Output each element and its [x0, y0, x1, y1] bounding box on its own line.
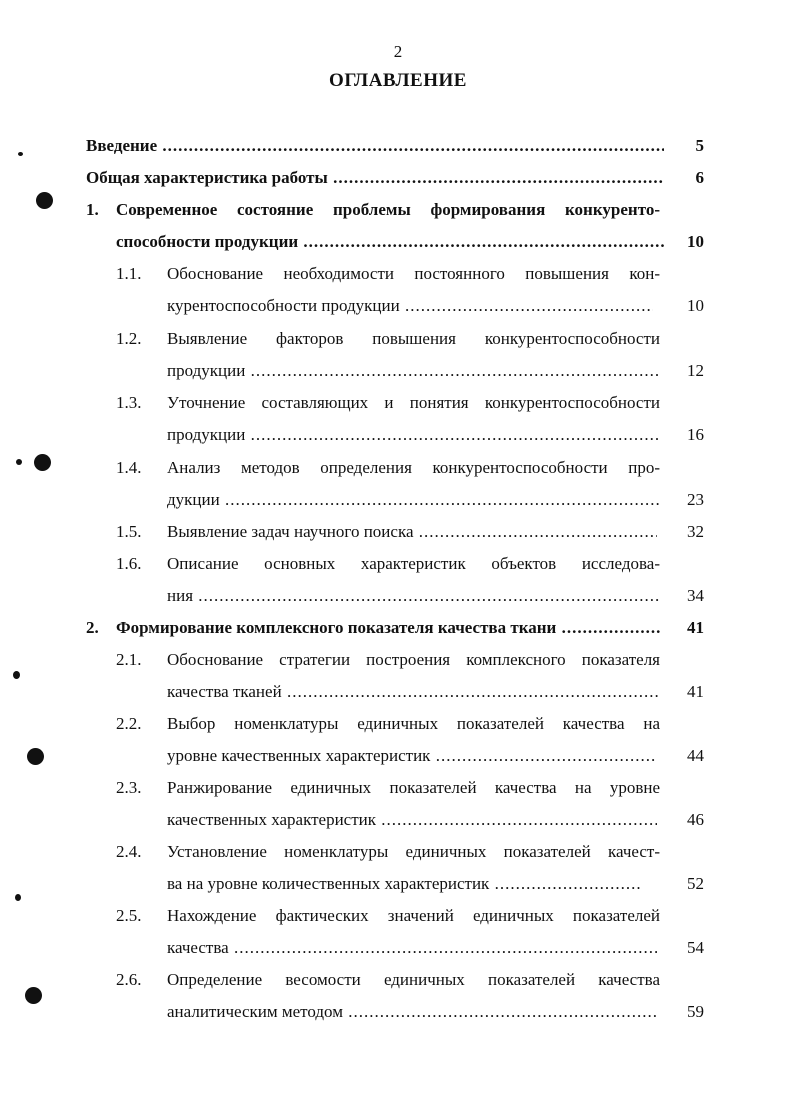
toc-section-1-4-cont[interactable] — [0, 490, 796, 518]
toc-entry-label: Нахождение фактических значений единичных показателей — [167, 906, 660, 925]
toc-entry-label-cont: качественных характеристик ..... — [167, 810, 657, 830]
toc-section-2-6[interactable] — [0, 970, 796, 998]
toc-entry-label: Уточнение составляющих и понятия конкурентоспособности — [167, 393, 660, 412]
scan-mark — [16, 459, 22, 465]
punch-hole-mark — [27, 748, 44, 765]
toc-title: ОГЛАВЛЕНИЕ — [329, 70, 467, 91]
toc-entry-label-cont: ва на уровне количественных характеристик ..... — [167, 874, 641, 894]
toc-entry-number: 2.4. — [116, 842, 142, 861]
scan-mark — [13, 671, 20, 679]
toc-entry-general[interactable] — [0, 168, 796, 196]
toc-entry-page: 5 — [695, 136, 704, 155]
toc-section-2-1[interactable] — [0, 650, 796, 678]
toc-entry-number: 1.1. — [116, 264, 142, 283]
toc-section-1-6-cont[interactable] — [0, 586, 796, 614]
page-number: 2 — [393, 42, 403, 61]
toc-section-2-1-cont[interactable] — [0, 682, 796, 710]
toc-entry-label: Выявление факторов повышения конкурентоспособности — [167, 329, 660, 348]
toc-entry-label: Описание основных характеристик объектов исследова- — [167, 554, 660, 573]
toc-section-1-2-cont[interactable] — [0, 361, 796, 389]
scan-mark — [18, 152, 23, 156]
toc-entry-label-cont: продукции ..... — [167, 361, 659, 381]
toc-entry-label: Формирование комплексного показателя качества ткани ..... — [116, 618, 662, 638]
toc-entry-label: Установление номенклатуры единичных показателей качест- — [167, 842, 660, 861]
toc-section-1-5[interactable] — [0, 522, 796, 550]
toc-entry-page: 44 — [687, 746, 704, 765]
toc-entry-page: 23 — [687, 490, 704, 509]
toc-entry-number: 2.2. — [116, 714, 142, 733]
toc-entry-number: 2.6. — [116, 970, 142, 989]
toc-section-2-5-cont[interactable] — [0, 938, 796, 966]
toc-section-2-2[interactable] — [0, 714, 796, 742]
toc-chapter-1-cont[interactable] — [0, 232, 796, 260]
toc-section-2-2-cont[interactable] — [0, 746, 796, 774]
toc-entry-number: 2. — [86, 618, 99, 637]
toc-chapter-1[interactable] — [0, 200, 796, 228]
toc-section-2-6-cont[interactable] — [0, 1002, 796, 1030]
toc-section-1-1-cont[interactable] — [0, 296, 796, 324]
toc-entry-label-cont: дукции ..... — [167, 490, 660, 510]
toc-entry-number: 1.2. — [116, 329, 142, 348]
toc-entry-number: 1.4. — [116, 458, 142, 477]
toc-entry-page: 34 — [687, 586, 704, 605]
toc-entry-label-cont: курентоспособности продукции ..... — [167, 296, 653, 316]
toc-entry-page: 59 — [687, 1002, 704, 1021]
punch-hole-mark — [36, 192, 53, 209]
toc-section-1-6[interactable] — [0, 554, 796, 582]
toc-entry-label-cont: качества тканей ..... — [167, 682, 660, 702]
toc-entry-number: 1. — [86, 200, 99, 219]
toc-entry-label: Выбор номенклатуры единичных показателей качества на — [167, 714, 660, 733]
punch-hole-mark — [25, 987, 42, 1004]
toc-entry-label-cont: ния ..... — [167, 586, 660, 606]
toc-entry-label-cont: способности продукции ..... — [116, 232, 664, 252]
toc-entry-number: 2.3. — [116, 778, 142, 797]
toc-entry-number: 1.6. — [116, 554, 142, 573]
toc-entry-number: 1.5. — [116, 522, 142, 541]
toc-entry-label-cont: аналитическим методом ..... — [167, 1002, 657, 1022]
punch-hole-mark — [34, 454, 51, 471]
toc-section-1-3[interactable] — [0, 393, 796, 421]
toc-entry-label: Общая характеристика работы ..... — [86, 168, 664, 188]
toc-entry-label: Ранжирование единичных показателей качества на уровне — [167, 778, 660, 797]
toc-entry-label: Анализ методов определения конкурентоспособности про- — [167, 458, 660, 477]
toc-entry-page: 32 — [687, 522, 704, 541]
toc-entry-number: 2.5. — [116, 906, 142, 925]
toc-entry-label: Современное состояние проблемы формирования конкуренто- — [116, 200, 660, 219]
toc-entry-label-cont: продукции ..... — [167, 425, 660, 445]
toc-entry-page: 12 — [687, 361, 704, 380]
toc-entry-label: Обоснование стратегии построения комплексного показателя — [167, 650, 660, 669]
toc-entry-intro[interactable] — [0, 136, 796, 164]
toc-entry-label: Выявление задач научного поиска ..... — [167, 522, 657, 542]
toc-entry-number: 2.1. — [116, 650, 142, 669]
toc-entry-page: 6 — [695, 168, 704, 187]
toc-entry-page: 16 — [687, 425, 704, 444]
toc-chapter-2[interactable] — [0, 618, 796, 646]
toc-section-1-2[interactable] — [0, 329, 796, 357]
toc-section-1-1[interactable] — [0, 264, 796, 292]
toc-entry-page: 41 — [687, 682, 704, 701]
toc-section-2-4-cont[interactable] — [0, 874, 796, 902]
toc-entry-page: 54 — [687, 938, 704, 957]
toc-entry-number: 1.3. — [116, 393, 142, 412]
toc-section-2-4[interactable] — [0, 842, 796, 870]
toc-section-2-3[interactable] — [0, 778, 796, 806]
toc-section-1-3-cont[interactable] — [0, 425, 796, 453]
toc-entry-label: Введение ..... — [86, 136, 664, 156]
toc-entry-label: Определение весомости единичных показателей качества — [167, 970, 660, 989]
scan-mark — [15, 894, 21, 901]
toc-entry-label: Обоснование необходимости постоянного повышения кон- — [167, 264, 660, 283]
toc-entry-page: 10 — [687, 232, 704, 251]
toc-entry-label-cont: уровне качественных характеристик ..... — [167, 746, 657, 766]
toc-entry-page: 41 — [687, 618, 704, 637]
toc-entry-page: 52 — [687, 874, 704, 893]
toc-section-1-4[interactable] — [0, 458, 796, 486]
toc-entry-page: 10 — [687, 296, 704, 315]
toc-entry-page: 46 — [687, 810, 704, 829]
toc-section-2-3-cont[interactable] — [0, 810, 796, 838]
toc-entry-label-cont: качества ..... — [167, 938, 657, 958]
toc-section-2-5[interactable] — [0, 906, 796, 934]
